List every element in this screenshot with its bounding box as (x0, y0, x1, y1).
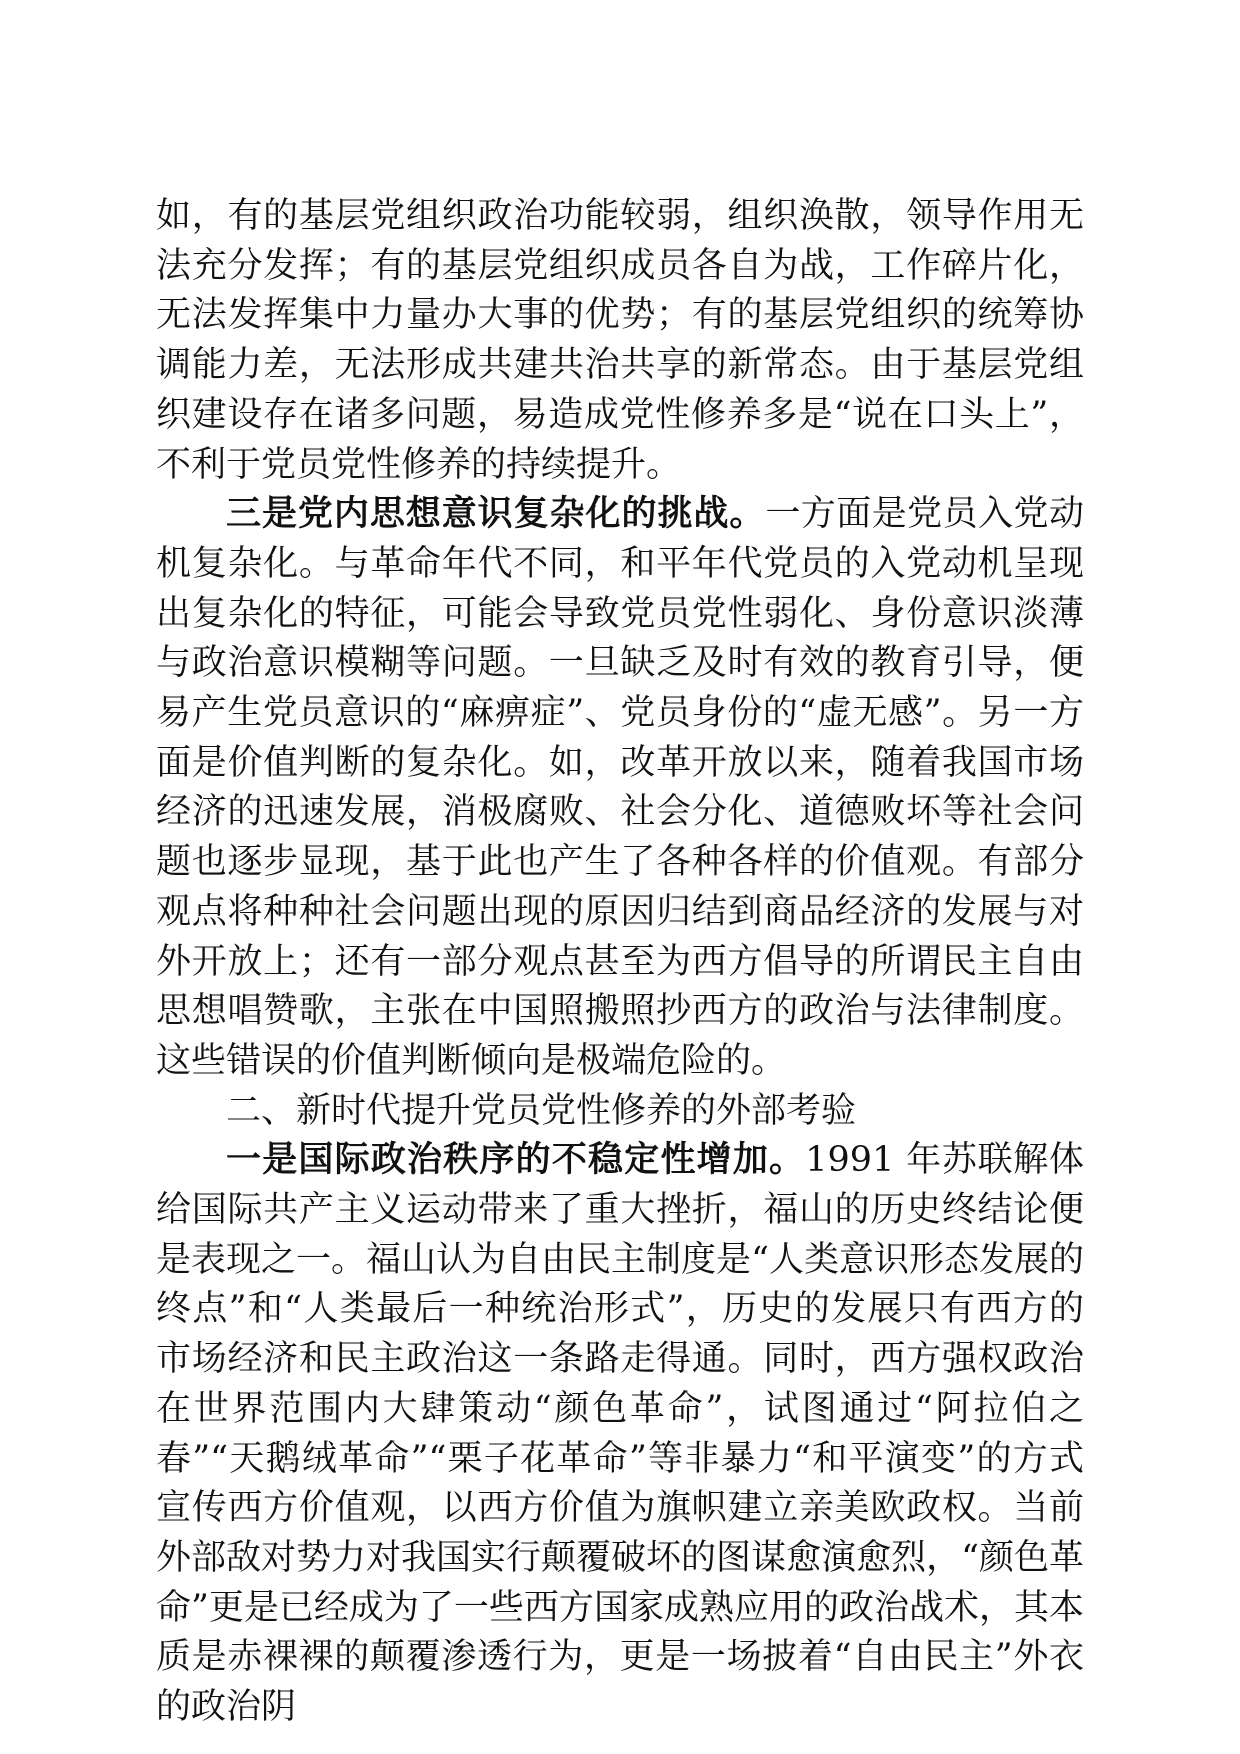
body-paragraph-continuation (156, 192, 1084, 490)
paragraph-text: 一方面是党员入党动机复杂化。与革命年代不同，和平年代党员的入党动机呈现出复杂化的特征，可能会导致党员党性弱化、身份意识淡薄与政治意识模糊等问题。一旦缺乏及时有效的教育引导，便易产生党员意识的“麻痹症”、党员身份的“虚无感”。另一方面是价值判断的复杂化。如，改革开放以来，随着我国市场经济的迅速发展，消极腐败、社会分化、道德败坏等社会问题也逐步显现，基于此也产生了各种各样的价值观。有部分观点将种种社会问题出现的原因归结到商品经济的发展与对外开放上；还有一部分观点甚至为西方倡导的所谓民主自由思想唱赞歌，主张在中国照搬照抄西方的政治与法律制度。这些错误的价值判断倾向是极端危险的。 (156, 494, 1084, 1081)
body-paragraph-inner-ideology (156, 490, 1084, 1086)
body-paragraph-international-order (156, 1136, 1084, 1732)
paragraph-text: 如，有的基层党组织政治功能较弱，组织涣散，领导作用无法充分发挥；有的基层党组织成员各自为战，工作碎片化，无法发挥集中力量办大事的优势；有的基层党组织的统筹协调能力差，无法形成共建共治共享的新常态。由于基层党组织建设存在诸多问题，易造成党性修养多是“说在口头上”，不利于党员党性修养的持续提升。 (156, 196, 1084, 485)
document-body (156, 192, 1084, 1733)
paragraph-lead-bold: 三是党内思想意识复杂化的挑战。 (226, 494, 766, 535)
section-heading: 二、新时代提升党员党性修养的外部考验 (226, 1090, 857, 1131)
paragraph-text: 1991 年苏联解体给国际共产主义运动带来了重大挫折，福山的历史终结论便是表现之一。福山认为自由民主制度是“人类意识形态发展的终点”和“人类最后一种统治形式”，历史的发展只有西方的市场经济和民主政治这一条路走得通。同时，西方强权政治在世界范围内大肆策动“颜色革命”，试图通过“阿拉伯之春”“天鹅绒革命”“栗子花革命”等非暴力“和平演变”的方式宣传西方价值观，以西方价值为旗帜建立亲美欧政权。当前外部敌对势力对我国实行颠覆破坏的图谋愈演愈烈，“颜色革命”更是已经成为了一些西方国家成熟应用的政治战术，其本质是赤裸裸的颠覆渗透行为，更是一场披着“自由民主”外衣的政治阴 (156, 1140, 1084, 1728)
paragraph-lead-bold: 一是国际政治秩序的不稳定性增加。 (226, 1140, 806, 1181)
